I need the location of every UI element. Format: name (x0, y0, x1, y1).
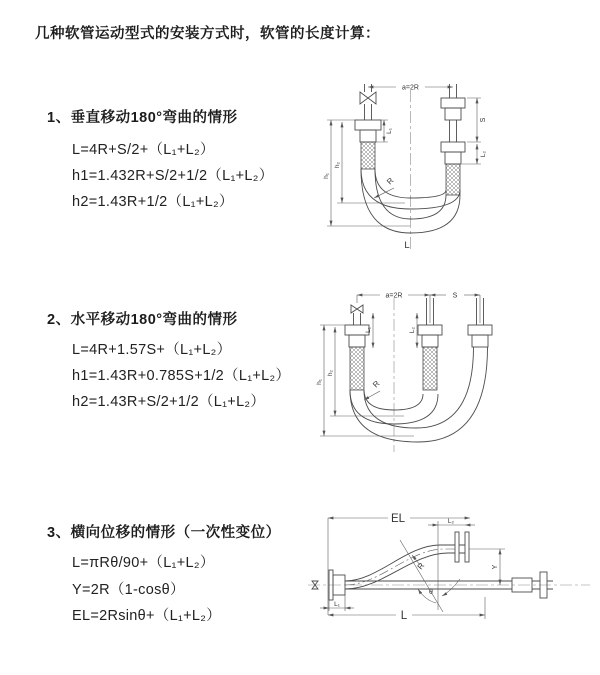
svg-text:R: R (415, 561, 427, 572)
top-flange (465, 532, 469, 562)
section-3-formula-L: L=πRθ/90+（L₁+L₂） (72, 555, 215, 571)
radius-callout (374, 176, 396, 198)
dimension-a2R (357, 293, 480, 324)
construction-lines (400, 521, 460, 612)
braid-section (350, 347, 364, 390)
braid-section (423, 347, 437, 390)
section-1-heading: 1、垂直移动180°弯曲的情形 (47, 110, 238, 126)
dimension-L1 (376, 120, 393, 142)
dimension-S (430, 293, 480, 300)
hose-u-arcs (350, 347, 488, 442)
section-1-formula-h2: h2=1.43R+1/2（L₁+L₂） (72, 194, 234, 210)
svg-text:Y: Y (492, 564, 499, 570)
valve-icon (360, 92, 376, 104)
svg-text:h₁: h₁ (316, 379, 323, 385)
diagram-horizontal-180-bend (310, 282, 600, 460)
braid-section (361, 142, 375, 169)
svg-text:R: R (371, 378, 382, 390)
svg-text:h₂: h₂ (334, 161, 341, 169)
dimension-L2 (409, 313, 417, 348)
section-1-formula-L: L=4R+S/2+（L₁+L₂） (72, 142, 215, 158)
dimension-EL (328, 513, 470, 615)
dimension-L1 (365, 313, 373, 348)
section-2-formula-L: L=4R+1.57S+（L₁+L₂） (72, 342, 232, 358)
svg-text:h₂: h₂ (327, 369, 334, 377)
s-curve-hose-displaced (345, 532, 469, 589)
section-2-formula-h2: h2=1.43R+S/2+1/2（L₁+L₂） (72, 394, 266, 410)
section-2-formula-h1: h1=1.43R+0.785S+1/2（L₁+L₂） (72, 368, 291, 384)
left-riser (355, 84, 381, 169)
svg-text:L₂: L₂ (409, 326, 416, 334)
dimension-L2 (462, 144, 487, 164)
svg-text:a=2R: a=2R (402, 84, 419, 92)
section-3-formula-EL: EL=2Rsinθ+（L₁+L₂） (72, 608, 222, 624)
svg-text:h₁: h₁ (323, 173, 330, 179)
radius-callout (364, 379, 382, 400)
svg-text:R: R (385, 175, 396, 187)
svg-text:L: L (400, 610, 408, 622)
svg-text:L₁: L₁ (386, 128, 393, 134)
svg-text:L₁: L₁ (334, 601, 340, 608)
dimension-S (467, 98, 487, 142)
svg-text:S: S (452, 292, 458, 300)
diagram-lateral-displacement (300, 492, 600, 650)
svg-text:L₂: L₂ (480, 150, 487, 158)
section-1-formula-h1: h1=1.432R+S/2+1/2（L₁+L₂） (72, 168, 274, 184)
svg-text:EL: EL (390, 513, 406, 525)
angle-label: θ (429, 589, 433, 596)
diagram-vertical-180-bend (310, 72, 600, 262)
valve-icon (351, 305, 363, 313)
section-2-heading: 2、水平移动180°弯曲的情形 (47, 312, 238, 328)
dimension-a2R (368, 85, 453, 92)
length-label-L: L (404, 240, 410, 251)
dimension-L (328, 597, 485, 622)
svg-text:L₂: L₂ (447, 518, 455, 525)
section-3-heading: 3、横向位移的情形（一次性变位） (47, 525, 281, 541)
dimension-L2 (428, 518, 475, 525)
dimension-Y (469, 549, 505, 585)
svg-text:S: S (480, 117, 487, 123)
right-riser (441, 84, 465, 195)
dimension-h1 (323, 120, 410, 226)
left-riser (345, 305, 369, 390)
braid-section (446, 164, 460, 195)
svg-text:L₁: L₁ (365, 327, 372, 333)
svg-text:a=2R: a=2R (385, 292, 403, 300)
section-3-formula-Y: Y=2R（1-cosθ） (72, 582, 185, 598)
page-title: 几种软管运动型式的安装方式时，软管的长度计算： (35, 26, 380, 42)
dimension-L1 (320, 595, 354, 611)
